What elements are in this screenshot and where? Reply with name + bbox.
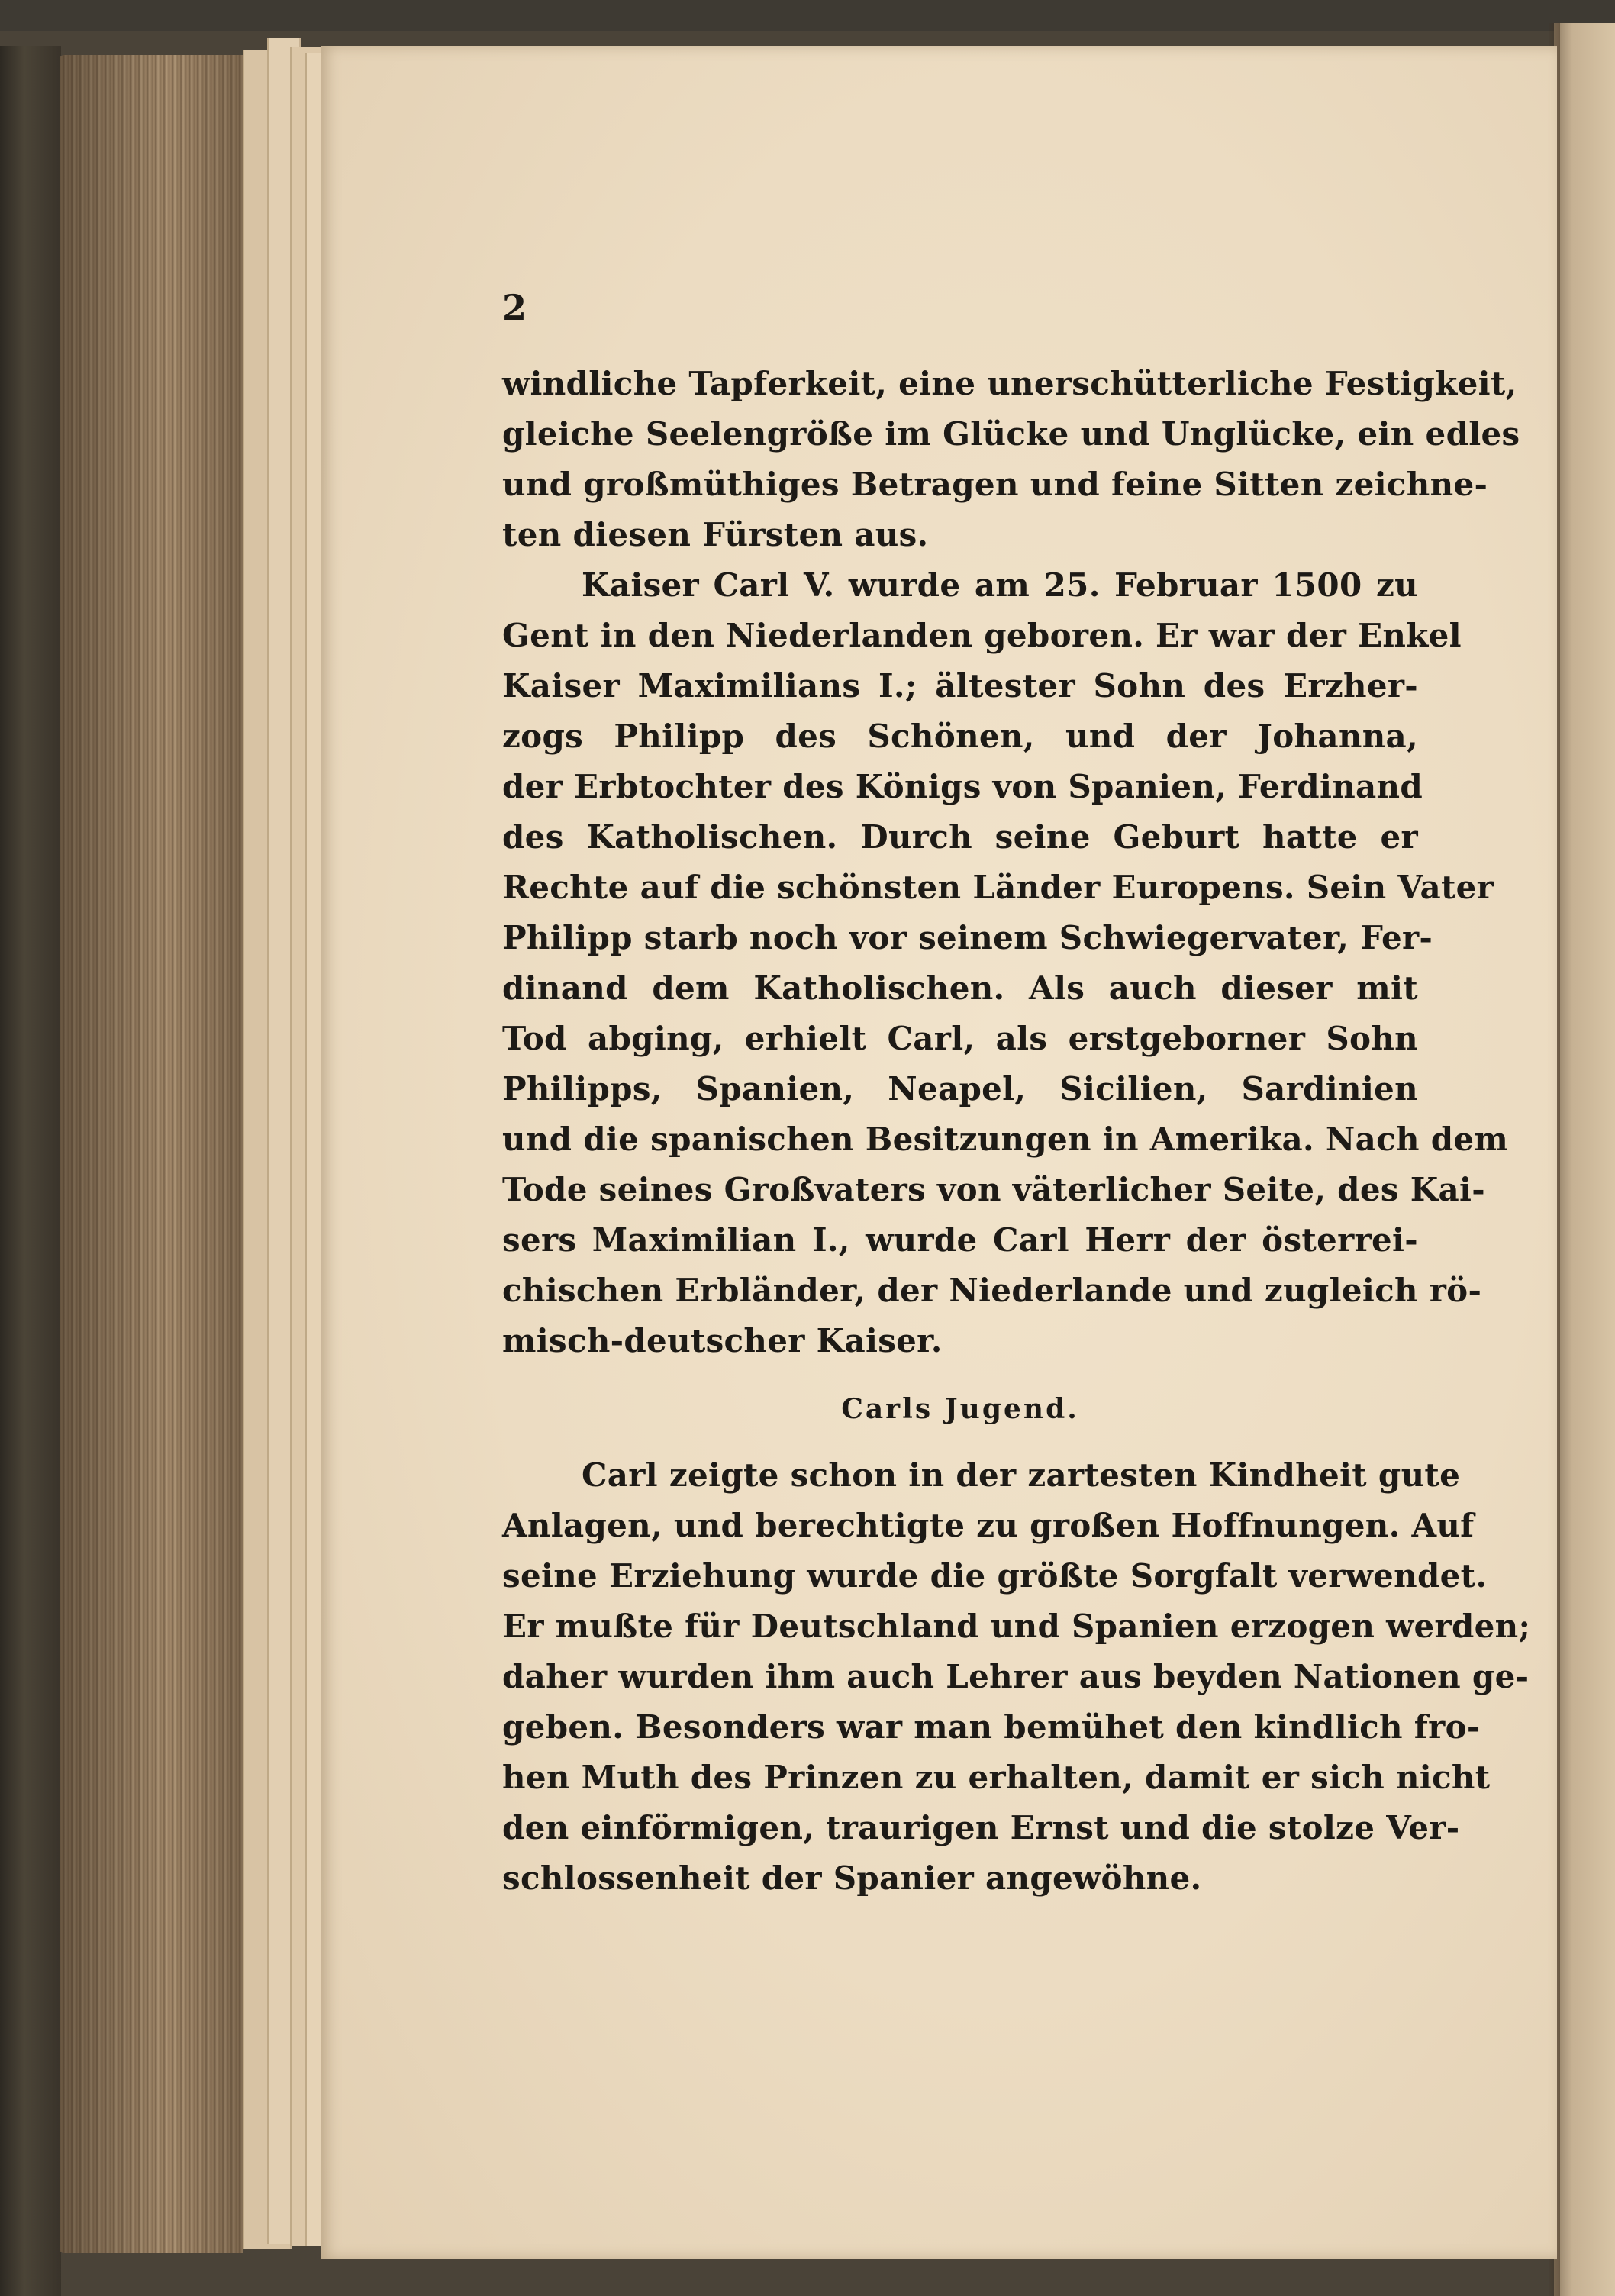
facing-page-edge: [1554, 23, 1615, 2296]
text-line: den einförmigen, traurigen Ernst und die stolze Ver-: [502, 1809, 1460, 1846]
text-line: Anlagen, und berechtigte zu großen Hoffnungen. Auf: [502, 1507, 1475, 1544]
page-number: 2: [502, 287, 527, 328]
text-line: sers Maximilian I., wurde Carl Herr der österrei-: [502, 1221, 1418, 1259]
text-line: Tode seines Großvaters von väterlicher Seite, des Kai-: [502, 1171, 1486, 1208]
text-line: zogs Philipp des Schönen, und der Johanna,: [502, 718, 1418, 755]
text-line: schlossenheit der Spanier angewöhne.: [502, 1859, 1202, 1897]
text-line: Tod abging, erhielt Carl, als erstgeborner Sohn: [502, 1020, 1418, 1057]
text-line: chischen Erbländer, der Niederlande und zugleich rö-: [502, 1272, 1482, 1309]
text-line: der Erbtochter des Königs von Spanien, Ferdinand: [502, 768, 1423, 805]
text-line: Gent in den Niederlanden geboren. Er war der Enkel: [502, 617, 1462, 654]
text-line: Carl zeigte schon in der zartesten Kindheit gute: [582, 1456, 1461, 1494]
text-line: geben. Besonders war man bemühet den kindlich fro-: [502, 1708, 1481, 1746]
text-line: seine Erziehung wurde die größte Sorgfalt verwendet.: [502, 1557, 1488, 1595]
text-line: Philipp starb noch vor seinem Schwiegervater, Fer-: [502, 919, 1433, 956]
page-edges-shade: [60, 55, 243, 2253]
text-line: Er mußte für Deutschland und Spanien erzogen werden;: [502, 1608, 1531, 1645]
text-line: des Katholischen. Durch seine Geburt hatte er: [502, 818, 1418, 856]
book-spine: [0, 46, 61, 2296]
text-line: ten diesen Fürsten aus.: [502, 516, 929, 553]
text-line: dinand dem Katholischen. Als auch dieser mit: [502, 969, 1418, 1007]
text-line: misch-deutscher Kaiser.: [502, 1322, 943, 1359]
text-line: hen Muth des Prinzen zu erhalten, damit er sich nicht: [502, 1759, 1491, 1796]
text-line: windliche Tapferkeit, eine unerschütterliche Festigkeit,: [502, 365, 1517, 402]
text-line: Rechte auf die schönsten Länder Europens. Sein Vater: [502, 869, 1494, 906]
text-line: und großmüthiges Betragen und feine Sitten zeichne-: [502, 466, 1488, 503]
text-line: gleiche Seelengröße im Glücke und Unglücke, ein edles: [502, 415, 1520, 453]
text-line: und die spanischen Besitzungen in Amerika. Nach dem: [502, 1121, 1509, 1158]
text-line: Kaiser Carl V. wurde am 25. Februar 1500 zu: [582, 566, 1418, 604]
text-line: Philipps, Spanien, Neapel, Sicilien, Sardinien: [502, 1070, 1418, 1108]
text-line: Kaiser Maximilians I.; ältester Sohn des Erzher-: [502, 667, 1418, 705]
text-line: daher wurden ihm auch Lehrer aus beyden Nationen ge-: [502, 1658, 1530, 1695]
section-heading: Carls Jugend.: [841, 1393, 1079, 1425]
